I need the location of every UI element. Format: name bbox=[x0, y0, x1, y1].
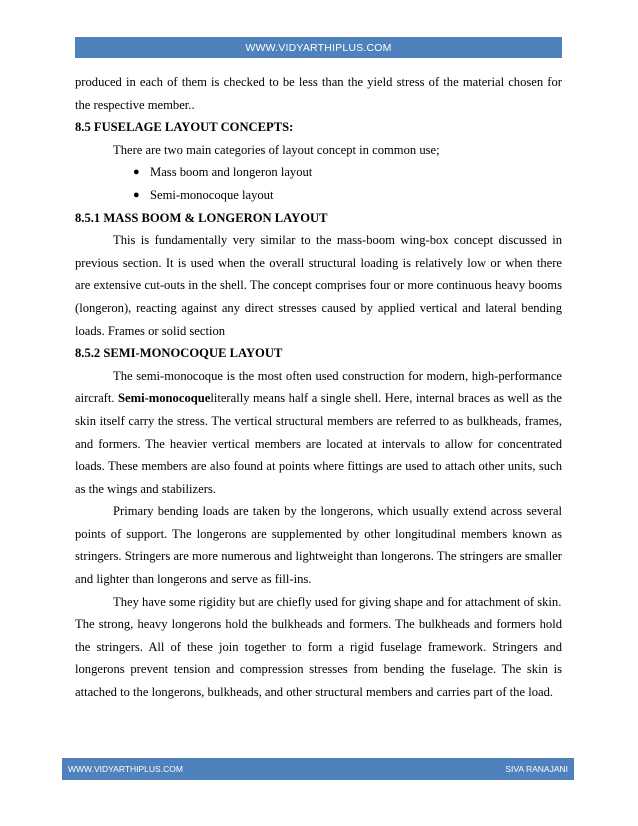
list-item-text: Semi-monocoque layout bbox=[150, 187, 274, 202]
section-heading-8-5-2: 8.5.2 SEMI-MONOCOQUE LAYOUT bbox=[75, 346, 283, 361]
list-item-text: Mass boom and longeron layout bbox=[150, 165, 313, 180]
paragraph-8-5-2-b: Primary bending loads are taken by the longerons, which usually extend across several points of support. The longerons are supplemented by other longitudinal members known as stringers. Stringers are more numerous and lightweight than longerons. The stringers are smaller and lighter than longerons and serve as fill-ins. bbox=[75, 504, 562, 587]
layout-concept-list bbox=[75, 161, 562, 206]
document-body bbox=[75, 71, 562, 704]
footer-author: SIVA RANAJANI bbox=[505, 764, 568, 774]
bullet-icon: ● bbox=[133, 188, 140, 201]
footer-site-url: WWW.VIDYARTHIPLUS.COM bbox=[68, 764, 183, 774]
paragraph-8-5-2-d: The strong, heavy longerons hold the bulkheads and formers. The bulkheads and formers hold the stringers. All of these join together to form a rigid fuselage framework. Stringers and longerons prevent tension and compression stresses from bending the fuselage. The skin is attached to the longerons, bulkheads, and other structural members and carries part of the load. bbox=[75, 617, 562, 700]
paragraph-text: literally means half a single shell. Here, internal braces as well as the skin itself carry the stress. The vertical structural members are referred to as bulkheads, frames, and formers. The heavier vertical members are located at intervals to allow for concentrated loads. These members are also found at points where fittings are used to attach other units, such as the wings and stabilizers. bbox=[75, 391, 562, 496]
intro-paragraph: produced in each of them is checked to be less than the yield stress of the material chosen for the respective member.. bbox=[75, 75, 562, 112]
header-site-url: WWW.VIDYARTHIPLUS.COM bbox=[245, 41, 392, 54]
list-item bbox=[75, 161, 562, 184]
section-heading-8-5-1: 8.5.1 MASS BOOM & LONGERON LAYOUT bbox=[75, 210, 328, 225]
list-item bbox=[75, 184, 562, 207]
paragraph-text: The semi-monocoque is the most often used construction for modern, high-performance aircraft. bbox=[75, 368, 562, 406]
paragraph-8-5: There are two main categories of layout concept in common use; bbox=[113, 142, 440, 157]
paragraph-8-5-2-a bbox=[75, 365, 562, 501]
bold-term: Semi-monocoque bbox=[117, 391, 211, 406]
page-footer bbox=[62, 758, 574, 780]
section-heading-8-5: 8.5 FUSELAGE LAYOUT CONCEPTS: bbox=[75, 120, 294, 135]
bullet-icon: ● bbox=[133, 166, 140, 179]
paragraph-8-5-1: This is fundamentally very similar to the mass-boom wing-box concept discussed in previous section. It is used when the overall structural loading is relatively low or when there are extensive cut-outs in the shell. The concept comprises four or more continuous heavy booms (longeron), reacting against any direct stresses caused by applied vertical and lateral bending loads. Frames or solid section bbox=[75, 233, 562, 338]
page-header bbox=[75, 37, 562, 58]
paragraph-8-5-2-c: They have some rigidity but are chiefly used for giving shape and for attachment of skin. bbox=[113, 594, 562, 609]
